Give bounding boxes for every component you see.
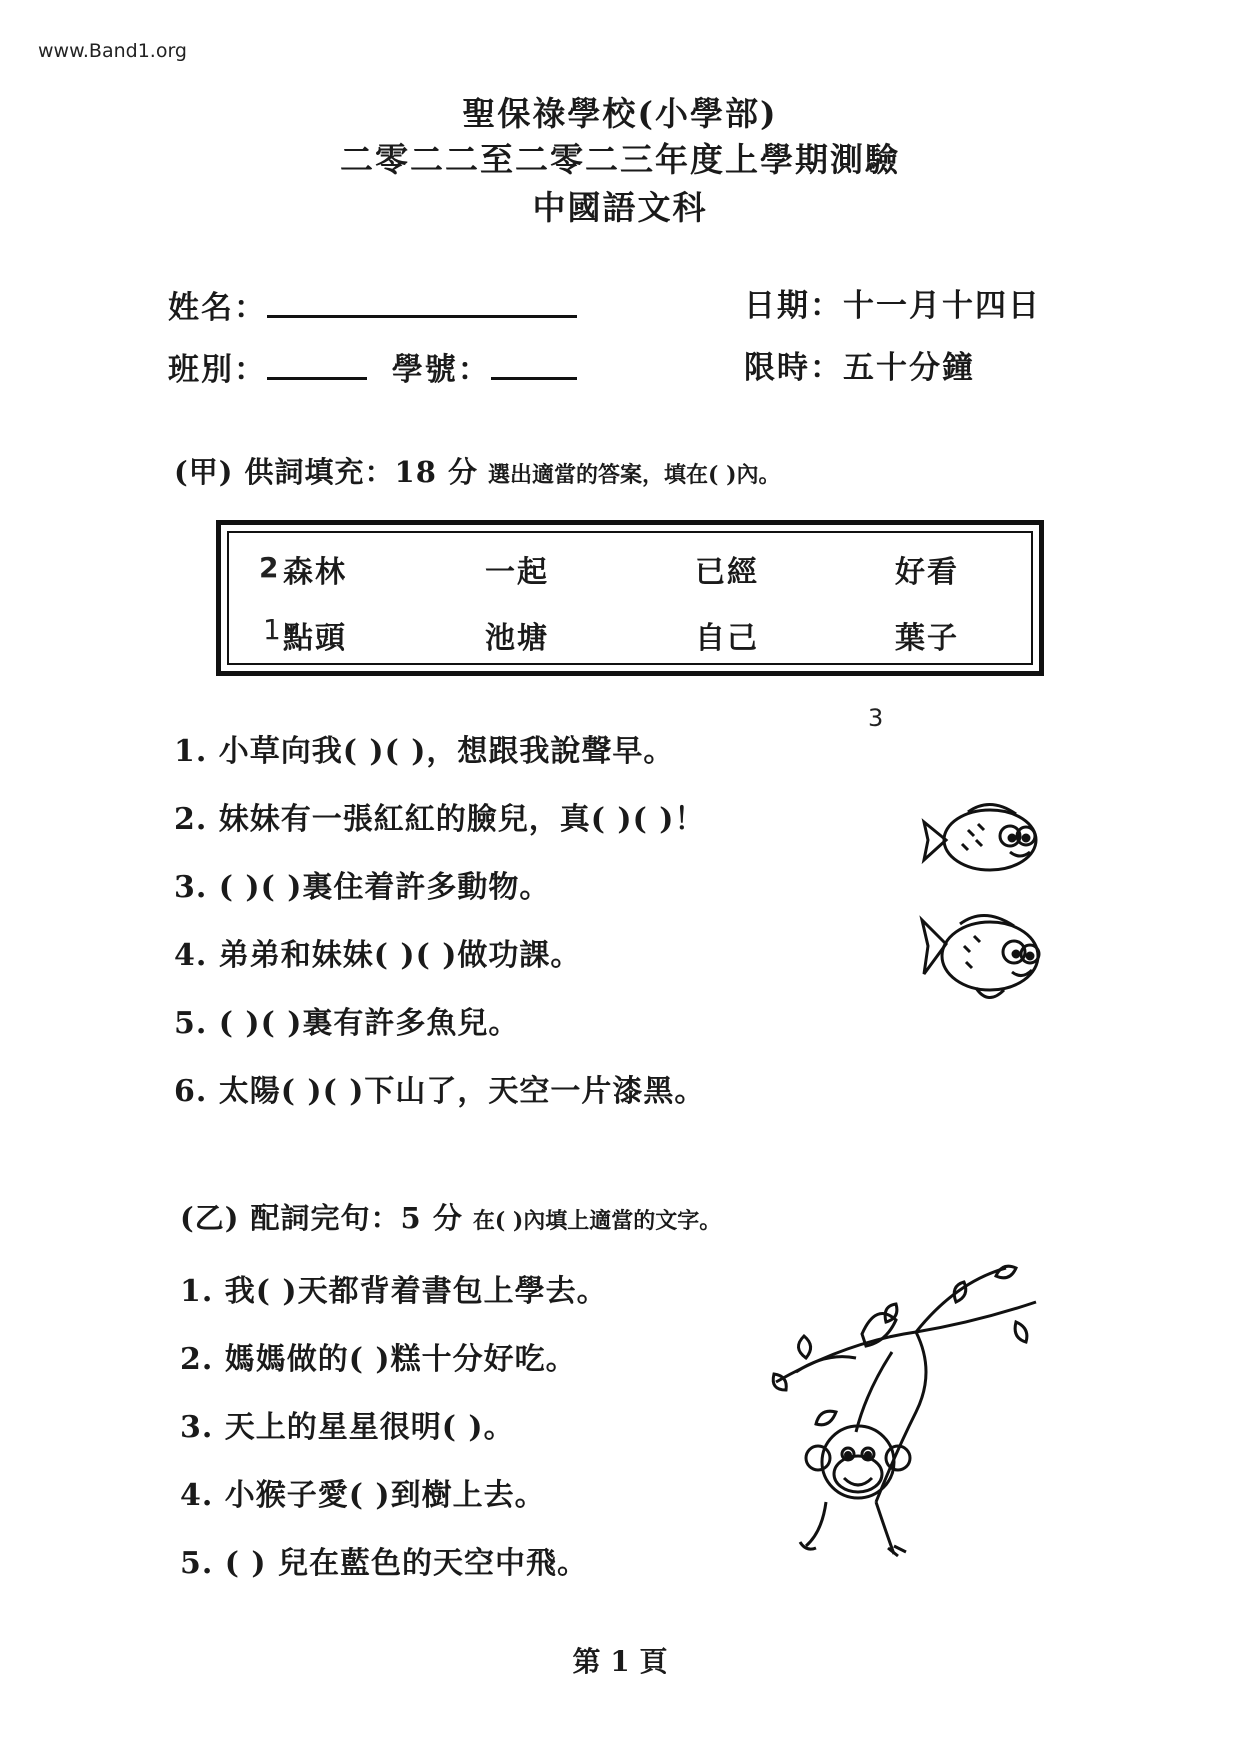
question-b-5: 5. ( ) 兒在藍色的天空中飛。 [180, 1546, 589, 1581]
question-b-2: 2. 媽媽做的( )糕十分好吃。 [180, 1342, 577, 1377]
section-b-title: (乙) 配詞完句：5 分 [180, 1201, 463, 1235]
mark-3: 3 [868, 704, 884, 732]
question-a-4: 4. 弟弟和妹妹( )( )做功課。 [174, 938, 582, 973]
question-b-4: 4. 小猴子愛( )到樹上去。 [180, 1478, 546, 1513]
question-b-1: 1. 我( )天都背着書包上學去。 [180, 1274, 608, 1309]
class-field [168, 344, 577, 389]
question-a-3: 3. ( )( )裏住着許多動物。 [174, 870, 551, 905]
word-together: 一起 [485, 555, 549, 590]
section-a-header [174, 450, 780, 491]
word-already: 已經 [695, 555, 759, 590]
subject-title: 中國語文科 [532, 188, 708, 227]
word-self: 自己 [695, 621, 759, 656]
name-blank[interactable] [267, 289, 577, 318]
question-a-2: 2. 妹妹有一張紅紅的臉兒，真( )( )！ [174, 802, 706, 837]
school-name: 聖保祿學校(小學部) [462, 94, 778, 133]
number-label: 學號： [391, 352, 491, 388]
mark-1: 1 [263, 613, 283, 646]
question-a-1: 1. 小草向我( )( )，想跟我說聲早。 [174, 734, 675, 769]
question-a-5: 5. ( )( )裏有許多魚兒。 [174, 1006, 520, 1041]
name-label: 姓名： [168, 290, 267, 326]
word-pond: 池塘 [485, 621, 549, 656]
section-a-title: (甲) 供詞填充：18 分 [174, 455, 478, 489]
class-blank[interactable] [267, 351, 367, 380]
number-blank[interactable] [491, 351, 577, 380]
site-watermark: www.Band1.org [38, 40, 187, 62]
page-number: 第 1 頁 [572, 1645, 668, 1678]
time-limit: 限時：五十分鐘 [744, 350, 975, 386]
fish-illustration [918, 796, 1052, 1016]
question-b-3: 3. 天上的星星很明( )。 [180, 1410, 515, 1445]
word-nod: 點頭 [283, 621, 347, 656]
question-a-6: 6. 太陽( )( )下山了，天空一片漆黑。 [174, 1074, 706, 1109]
word-leaf: 葉子 [895, 621, 959, 656]
section-a-instruction: 選出適當的答案，填在( )內。 [488, 462, 781, 488]
word-pretty: 好看 [895, 555, 959, 590]
monkey-illustration [766, 1262, 1042, 1562]
word-bank [216, 520, 1044, 676]
section-b-header [180, 1196, 721, 1237]
mark-2: 2 [259, 551, 281, 584]
word-forest: 森林 [283, 555, 347, 590]
term-title: 二零二二至二零二三年度上學期測驗 [340, 140, 900, 179]
section-b-instruction: 在( )內填上適當的文字。 [472, 1208, 722, 1234]
class-label: 班別： [168, 352, 267, 388]
name-field [168, 282, 577, 327]
exam-date: 日期：十一月十四日 [744, 288, 1041, 324]
